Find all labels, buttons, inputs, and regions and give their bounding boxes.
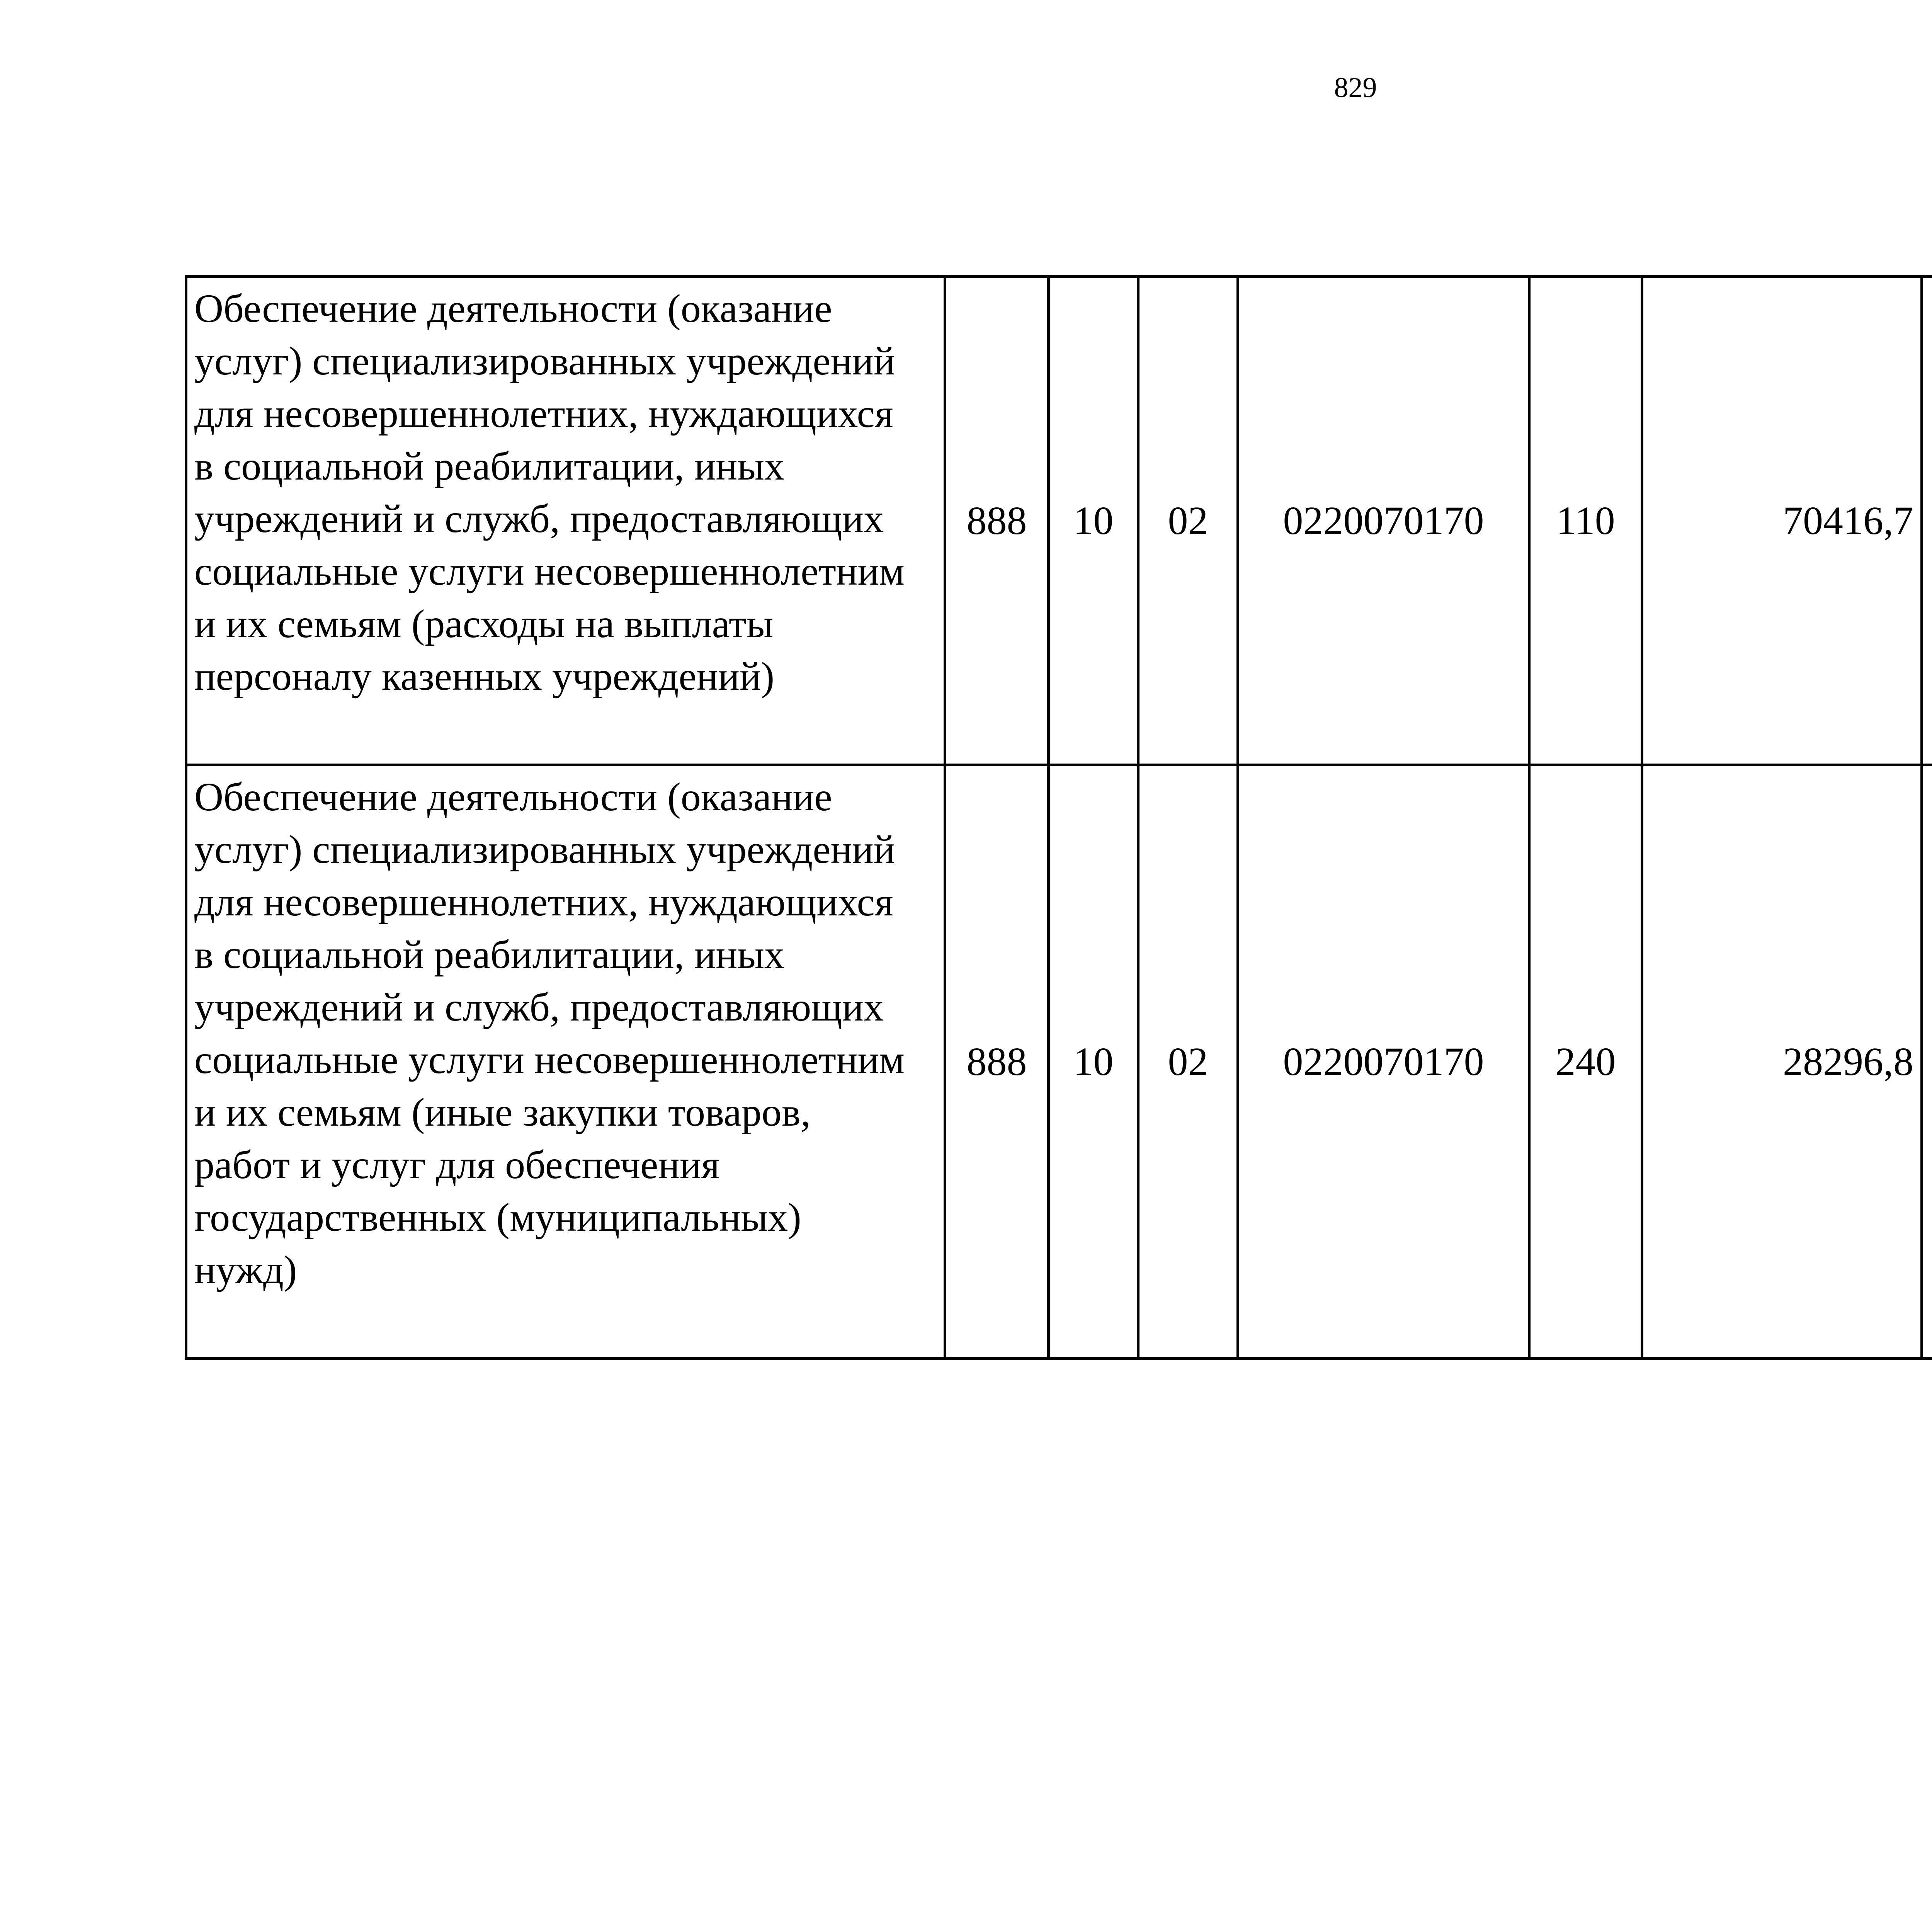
amount-cell-2 [1922,765,1932,1359]
page-number: 829 [1334,72,1377,104]
section-code-cell: 10 [1049,277,1138,765]
description-line: государственных (муниципальных) [194,1195,801,1240]
description-line: для несовершеннолетних, нуждающихся [194,391,893,436]
ministry-code-cell: 888 [945,765,1049,1359]
expense-type-cell: 110 [1529,277,1642,765]
description-line: социальные услуги несовершеннолетним [194,549,905,594]
budget-table [185,275,1932,1360]
expense-type-cell: 240 [1529,765,1642,1359]
description-line: учреждений и служб, предоставляющих [194,985,884,1029]
description-line: социальные услуги несовершеннолетним [194,1038,905,1082]
table-row [186,277,1932,765]
description-line: работ и услуг для обеспечения [194,1143,720,1187]
table-row [186,765,1932,1359]
description-line: Обеспечение деятельности (оказание [194,286,832,331]
description-line: услуг) специализированных учреждений [194,339,895,383]
description-line: нужд) [194,1248,297,1292]
description-line: услуг) специализированных учреждений [194,827,895,872]
description-line: и их семьям (расходы на выплаты [194,602,774,646]
description-line: персоналу казенных учреждений) [194,654,775,699]
row-description [186,277,945,765]
subsection-code-cell: 02 [1138,765,1238,1359]
subsection-code-cell: 02 [1138,277,1238,765]
amount-cell-1: 28296,8 [1642,765,1922,1359]
description-line: для несовершеннолетних, нуждающихся [194,880,893,924]
description-line: учреждений и служб, предоставляющих [194,497,884,541]
amount-cell-1: 70416,7 [1642,277,1922,765]
section-code-cell: 10 [1049,765,1138,1359]
description-line: в социальной реабилитации, иных [194,444,785,488]
description-line: Обеспечение деятельности (оказание [194,775,832,819]
amount-cell-2 [1922,277,1932,765]
description-line: в социальной реабилитации, иных [194,932,785,977]
ministry-code-cell: 888 [945,277,1049,765]
description-line: и их семьям (иные закупки товаров, [194,1090,811,1135]
target-article-cell: 0220070170 [1238,277,1529,765]
target-article-cell: 0220070170 [1238,765,1529,1359]
row-description [186,765,945,1359]
